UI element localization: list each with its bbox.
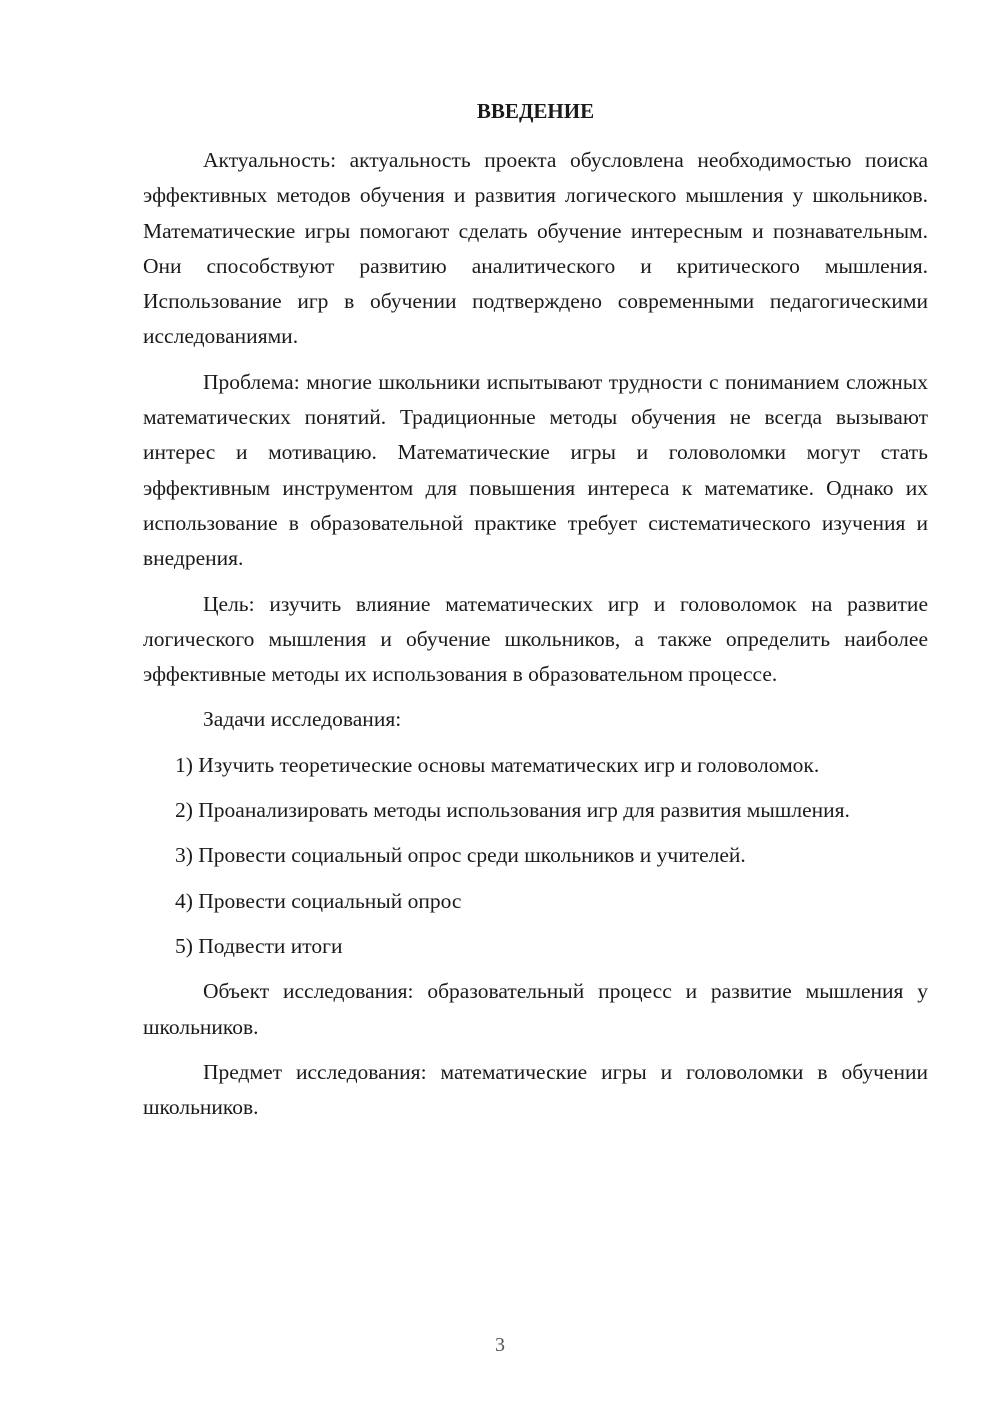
- task-item-5: 5) Подвести итоги: [175, 933, 343, 958]
- paragraph-relevance: Актуальность: актуальность проекта обусловлена необходимостью поиска эффективных методов обучения и развития логического мышления у школьников. Математические игры помогают сделать обучение интересным и познавательным. Они способствуют развитию аналитического и критического мышления. Использование игр в обучении подтверждено современными педагогическими исследованиями.: [143, 148, 928, 349]
- task-item-2: 2) Проанализировать методы использования игр для развития мышления.: [175, 798, 850, 823]
- task-item-1: 1) Изучить теоретические основы математических игр и головоломок.: [175, 752, 820, 777]
- task-item-4: 4) Провести социальный опрос: [175, 888, 462, 913]
- paragraph-object: Объект исследования: образовательный процесс и развитие мышления у школьников.: [143, 979, 928, 1039]
- paragraph-goal: Цель: изучить влияние математических игр и головоломок на развитие логического мышления и обучение школьников, а также определить наиболее эффективные методы их использования в образовательном процессе.: [143, 591, 928, 687]
- page-number: 3: [495, 1334, 505, 1356]
- tasks-heading: Задачи исследования:: [203, 707, 402, 732]
- document-heading: ВВЕДЕНИЕ: [476, 99, 595, 123]
- document-page: [143, 95, 928, 1135]
- task-item-3: 3) Провести социальный опрос среди школьников и учителей.: [175, 843, 746, 868]
- paragraph-problem: Проблема: многие школьники испытывают трудности с пониманием сложных математических понятий. Традиционные методы обучения не всегда вызывают интерес и мотивацию. Математические игры и головоломки могут стать эффективным инструментом для повышения интереса к математике. Однако их использование в образовательной практике требует систематического изучения и внедрения.: [143, 369, 928, 571]
- paragraph-subject: Предмет исследования: математические игры и головоломки в обучении школьников.: [143, 1059, 928, 1120]
